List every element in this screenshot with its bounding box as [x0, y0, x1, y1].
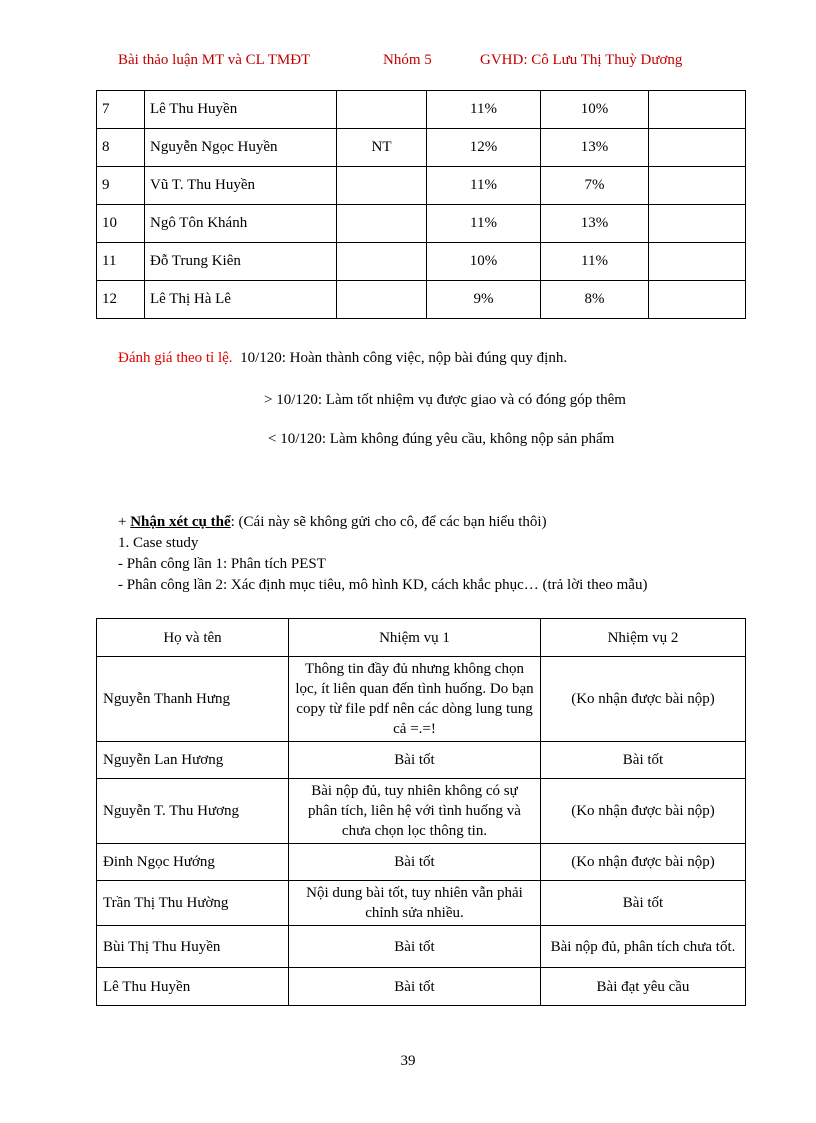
cell-task2: (Ko nhận được bài nộp) — [541, 844, 746, 881]
cell-p2: 7% — [541, 167, 649, 205]
task-row — [97, 844, 746, 881]
cell-note — [649, 91, 746, 129]
cell-p2: 13% — [541, 129, 649, 167]
cell-task1: Bài tốt — [289, 926, 541, 968]
header-title: Bài thảo luận MT và CL TMĐT — [118, 52, 311, 68]
cell-name: Lê Thị Hà Lê — [145, 281, 337, 319]
cell-name: Vũ T. Thu Huyền — [145, 167, 337, 205]
evaluation-line-1 — [118, 350, 567, 367]
cell-task2: Bài tốt — [541, 881, 746, 926]
cell-name: Bùi Thị Thu Huyền — [97, 926, 289, 968]
evaluation-rule-equal: 10/120: Hoàn thành công việc, nộp bài đúng quy định. — [240, 350, 568, 366]
cell-p1: 9% — [427, 281, 541, 319]
cell-task1: Bài nộp đủ, tuy nhiên không có sự phân tích, liên hệ với tình huống và chưa chọn lọc thông tin. — [289, 779, 541, 844]
cell-no: 10 — [97, 205, 145, 243]
cell-p1: 11% — [427, 167, 541, 205]
cell-note — [649, 243, 746, 281]
cell-no: 7 — [97, 91, 145, 129]
cell-name: Đinh Ngọc Hướng — [97, 844, 289, 881]
cell-name: Lê Thu Huyền — [145, 91, 337, 129]
page-number: 39 — [400, 1053, 416, 1069]
cell-note — [649, 281, 746, 319]
task-row — [97, 779, 746, 844]
cell-name: Lê Thu Huyền — [97, 968, 289, 1006]
task-row — [97, 742, 746, 779]
evaluation-label: Đánh giá theo tỉ lệ. — [118, 350, 233, 366]
cell-note — [649, 167, 746, 205]
cell-role — [337, 91, 427, 129]
score-row — [97, 167, 746, 205]
cell-role — [337, 243, 427, 281]
cell-role: NT — [337, 129, 427, 167]
cell-name: Nguyễn Lan Hương — [97, 742, 289, 779]
task-row — [97, 926, 746, 968]
comments-item-1: 1. Case study — [118, 535, 199, 551]
cell-no: 8 — [97, 129, 145, 167]
evaluation-rule-above: > 10/120: Làm tốt nhiệm vụ được giao và có đóng góp thêm — [264, 392, 626, 408]
cell-task2: Bài tốt — [541, 742, 746, 779]
score-row — [97, 243, 746, 281]
score-row — [97, 205, 746, 243]
task-row — [97, 657, 746, 742]
cell-task1: Bài tốt — [289, 742, 541, 779]
cell-p1: 11% — [427, 91, 541, 129]
task-row — [97, 968, 746, 1006]
task-table-header-row — [97, 619, 746, 657]
cell-task2: (Ko nhận được bài nộp) — [541, 779, 746, 844]
cell-p1: 12% — [427, 129, 541, 167]
evaluation-rule-below: < 10/120: Làm không đúng yêu cầu, không nộp sản phẩm — [268, 431, 615, 447]
cell-no: 11 — [97, 243, 145, 281]
cell-task1: Bài tốt — [289, 844, 541, 881]
cell-name: Nguyễn T. Thu Hương — [97, 779, 289, 844]
header-group: Nhóm 5 — [383, 52, 432, 68]
page-header — [118, 52, 738, 74]
cell-task1: Nội dung bài tốt, tuy nhiên vẫn phải chỉnh sửa nhiều. — [289, 881, 541, 926]
cell-p1: 11% — [427, 205, 541, 243]
cell-task2: (Ko nhận được bài nộp) — [541, 657, 746, 742]
comments-item-3: - Phân công lần 2: Xác định mục tiêu, mô hình KD, cách khắc phục… (trả lời theo mẫu) — [118, 577, 648, 593]
cell-no: 12 — [97, 281, 145, 319]
score-row — [97, 129, 746, 167]
score-row — [97, 91, 746, 129]
comments-block — [118, 512, 733, 596]
comments-heading-line — [118, 512, 733, 533]
task-table-body — [97, 657, 746, 1006]
comments-item-2: - Phân công lần 1: Phân tích PEST — [118, 556, 326, 572]
comments-bullet: + — [118, 514, 131, 530]
score-table — [96, 90, 746, 319]
score-table-body — [97, 91, 746, 319]
cell-p2: 13% — [541, 205, 649, 243]
cell-name: Đỗ Trung Kiên — [145, 243, 337, 281]
task-row — [97, 881, 746, 926]
cell-p2: 10% — [541, 91, 649, 129]
cell-name: Nguyễn Ngọc Huyền — [145, 129, 337, 167]
cell-name: Nguyễn Thanh Hưng — [97, 657, 289, 742]
cell-task2: Bài nộp đủ, phân tích chưa tốt. — [541, 926, 746, 968]
cell-no: 9 — [97, 167, 145, 205]
cell-name: Trần Thị Thu Hường — [97, 881, 289, 926]
task-table — [96, 618, 746, 1006]
cell-role — [337, 167, 427, 205]
cell-note — [649, 129, 746, 167]
cell-role — [337, 205, 427, 243]
score-row — [97, 281, 746, 319]
cell-p2: 11% — [541, 243, 649, 281]
cell-p2: 8% — [541, 281, 649, 319]
header-task2: Nhiệm vụ 2 — [541, 619, 746, 657]
cell-role — [337, 281, 427, 319]
cell-task1: Bài tốt — [289, 968, 541, 1006]
cell-p1: 10% — [427, 243, 541, 281]
comments-heading-note: : (Cái này sẽ không gửi cho cô, để các bạn hiểu thôi) — [230, 514, 547, 530]
cell-task2: Bài đạt yêu cầu — [541, 968, 746, 1006]
header-task1: Nhiệm vụ 1 — [289, 619, 541, 657]
header-name: Họ và tên — [97, 619, 289, 657]
cell-name: Ngô Tôn Khánh — [145, 205, 337, 243]
header-instructor: GVHD: Cô Lưu Thị Thuỳ Dương — [480, 52, 683, 68]
cell-note — [649, 205, 746, 243]
cell-task1: Thông tin đầy đủ nhưng không chọn lọc, ít liên quan đến tình huống. Do bạn copy từ file pdf nên các dòng lung tung cả =.=! — [289, 657, 541, 742]
comments-heading: Nhận xét cụ thể — [130, 514, 231, 530]
